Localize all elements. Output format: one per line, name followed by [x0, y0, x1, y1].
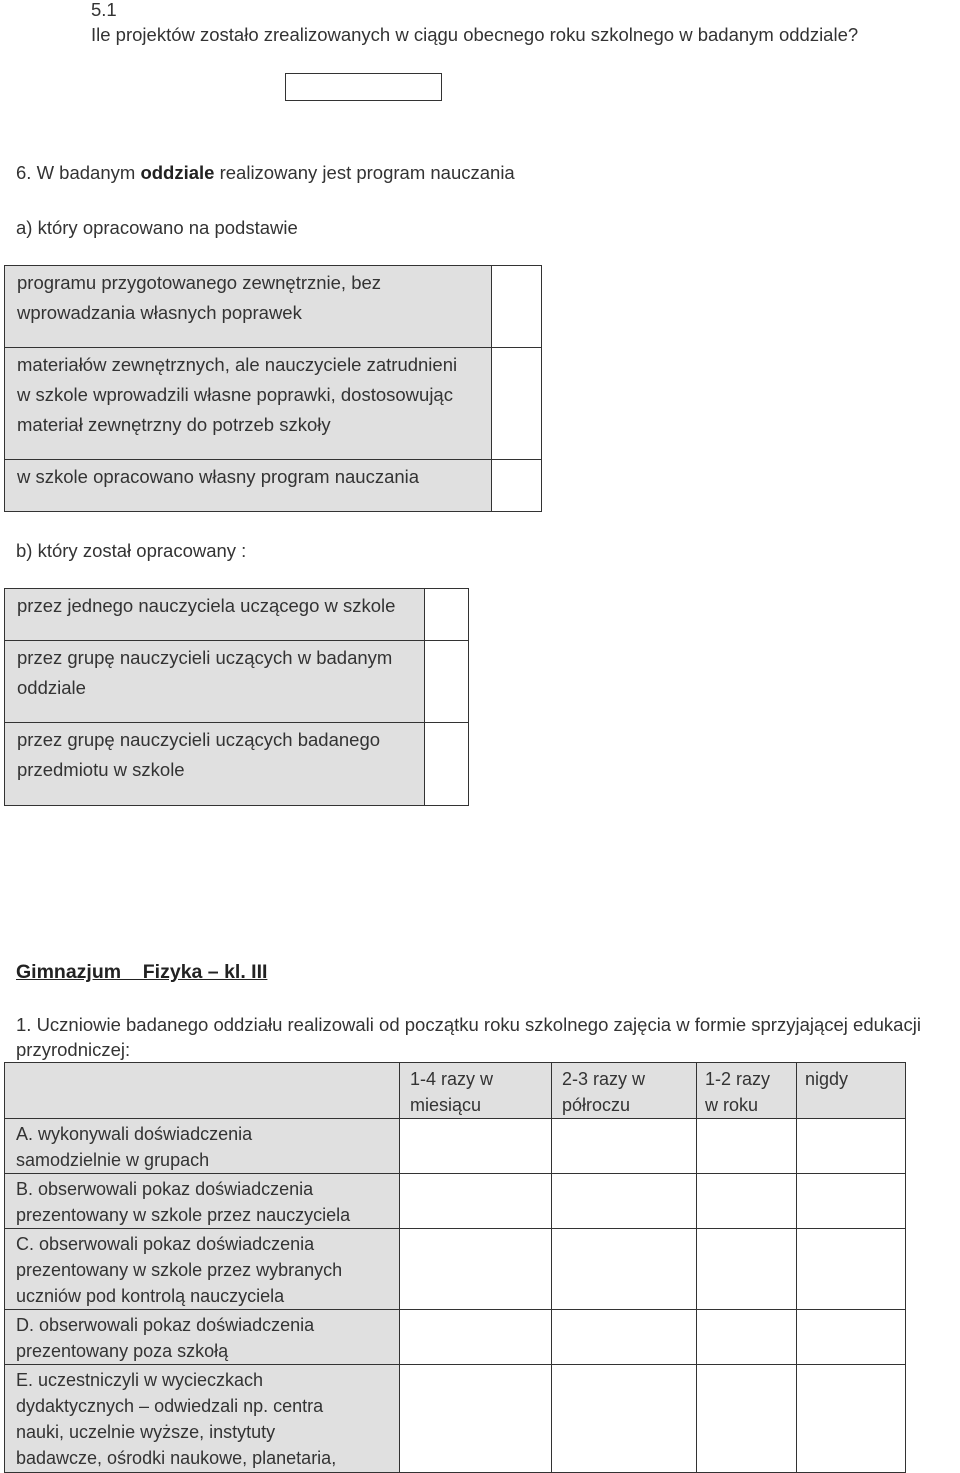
column-header: 2-3 razy w półroczu	[552, 1063, 697, 1119]
answer-cell[interactable]	[697, 1310, 797, 1365]
row-label: E. uczestniczyli w wycieczkach dydaktycznych – odwiedzali np. centra nauki, uczelnie wyższe, instytuty badawcze, ośrodki naukowe, planetaria,	[5, 1365, 400, 1473]
option-label: przez grupę nauczycieli uczących w badanym oddziale	[17, 647, 393, 698]
answer-cell[interactable]	[697, 1174, 797, 1229]
option-row	[5, 348, 542, 460]
section-heading: Gimnazjum Fizyka – kl. III	[16, 961, 268, 983]
answer-cell[interactable]	[400, 1365, 552, 1473]
option-label: przez jednego nauczyciela uczącego w szkole	[17, 595, 396, 616]
answer-cell[interactable]	[400, 1229, 552, 1310]
answer-cell[interactable]	[552, 1229, 697, 1310]
option-label: programu przygotowanego zewnętrznie, bez wprowadzania własnych poprawek	[17, 272, 382, 323]
option-row	[5, 460, 542, 512]
option-label: przez grupę nauczycieli uczących badanego przedmiotu w szkole	[17, 729, 381, 780]
option-row	[5, 723, 469, 806]
answer-cell[interactable]	[797, 1310, 906, 1365]
answer-cell[interactable]	[797, 1229, 906, 1310]
table-row	[5, 1174, 906, 1229]
option-label: materiałów zewnętrznych, ale nauczyciele zatrudnieni w szkole wprowadzili własne poprawki, dostosowując materiał zewnętrzny do potrzeb szkoły	[17, 354, 458, 435]
part-a-label: a) który opracowano na podstawie	[16, 217, 298, 238]
question-number: 6.	[16, 162, 32, 183]
answer-cell[interactable]	[400, 1119, 552, 1174]
answer-cell[interactable]	[552, 1119, 697, 1174]
table-row	[5, 1229, 906, 1310]
answer-cell[interactable]	[697, 1119, 797, 1174]
answer-checkbox-cell[interactable]	[492, 460, 542, 512]
table-header-row	[5, 1063, 906, 1119]
column-header: 1-4 razy w miesiącu	[400, 1063, 552, 1119]
row-label: A. wykonywali doświadczenia samodzielnie w grupach	[5, 1119, 400, 1174]
part-b-options-table	[4, 588, 469, 806]
answer-cell[interactable]	[552, 1365, 697, 1473]
question-text: Ile projektów zostało zrealizowanych w ciągu obecnego roku szkolnego w badanym oddziale?	[91, 24, 859, 45]
answer-checkbox-cell[interactable]	[492, 266, 542, 348]
option-label: w szkole opracowano własny program nauczania	[17, 466, 420, 487]
answer-cell[interactable]	[552, 1174, 697, 1229]
question-text: przyrodniczej:	[16, 1039, 131, 1060]
question-6-intro	[16, 158, 515, 188]
answer-cell[interactable]	[797, 1365, 906, 1473]
answer-cell[interactable]	[400, 1310, 552, 1365]
answer-cell[interactable]	[552, 1310, 697, 1365]
answer-checkbox-cell[interactable]	[425, 641, 469, 723]
option-row	[5, 266, 542, 348]
frequency-table	[4, 1062, 906, 1473]
answer-cell[interactable]	[697, 1365, 797, 1473]
row-label: C. obserwowali pokaz doświadczenia prezentowany w szkole przez wybranych uczniów pod kontrolą nauczyciela	[5, 1229, 400, 1310]
column-header: 1-2 razy w roku	[697, 1063, 797, 1119]
answer-checkbox-cell[interactable]	[425, 589, 469, 641]
intro-text: W badanym	[36, 162, 136, 183]
option-row	[5, 641, 469, 723]
answer-input-box[interactable]	[285, 73, 442, 101]
table-row	[5, 1119, 906, 1174]
row-label: B. obserwowali pokaz doświadczenia prezentowany w szkole przez nauczyciela	[5, 1174, 400, 1229]
part-b-label: b) który został opracowany :	[16, 540, 247, 561]
column-header: nigdy	[797, 1063, 906, 1119]
answer-cell[interactable]	[797, 1174, 906, 1229]
answer-cell[interactable]	[697, 1229, 797, 1310]
answer-cell[interactable]	[797, 1119, 906, 1174]
question-number: 5.1	[91, 0, 117, 20]
part-a-options-table	[4, 265, 542, 512]
intro-bold-text: oddziale	[140, 162, 215, 183]
option-row	[5, 589, 469, 641]
question-text: 1. Uczniowie badanego oddziału realizowali od początku roku szkolnego zajęcia w formie sprzyjającej edukacji	[16, 1014, 921, 1035]
answer-cell[interactable]	[400, 1174, 552, 1229]
answer-checkbox-cell[interactable]	[425, 723, 469, 806]
answer-checkbox-cell[interactable]	[492, 348, 542, 460]
table-row	[5, 1365, 906, 1473]
table-row	[5, 1310, 906, 1365]
intro-text: realizowany jest program nauczania	[219, 162, 515, 183]
row-label: D. obserwowali pokaz doświadczenia prezentowany poza szkołą	[5, 1310, 400, 1365]
